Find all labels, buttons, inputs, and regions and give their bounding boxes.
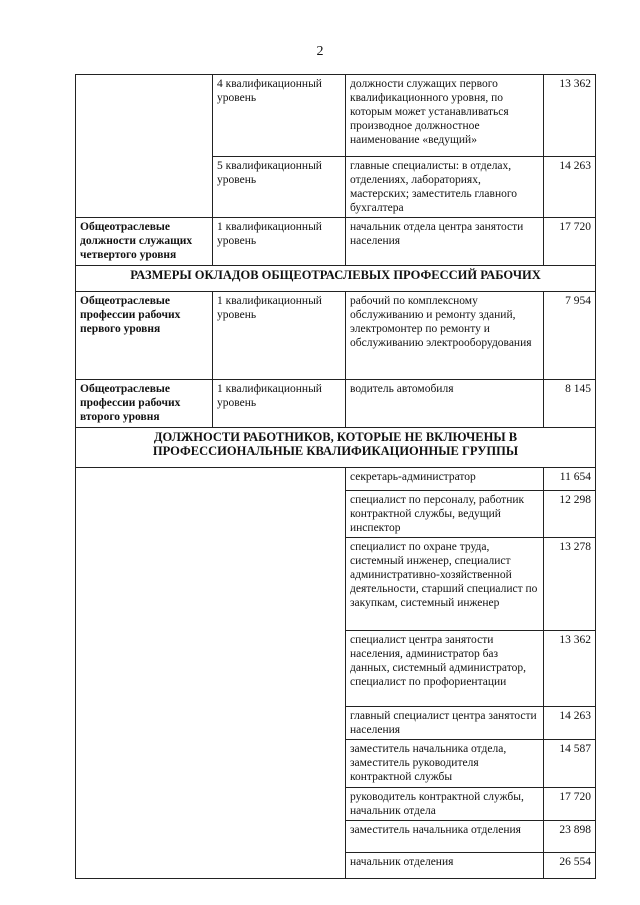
salary-table bbox=[75, 74, 596, 879]
level-cell: 5 квалификационный уровень bbox=[213, 157, 346, 218]
salary-cell: 14 587 bbox=[544, 740, 596, 788]
empty-merged-cell bbox=[76, 468, 346, 879]
salary-cell: 14 263 bbox=[544, 157, 596, 218]
level-cell: 1 квалификационный уровень bbox=[213, 218, 346, 266]
salary-cell: 8 145 bbox=[544, 380, 596, 428]
position-cell: секретарь-администратор bbox=[346, 468, 544, 491]
position-cell: начальник отделения bbox=[346, 853, 544, 879]
salary-cell: 14 263 bbox=[544, 707, 596, 740]
position-cell: водитель автомобиля bbox=[346, 380, 544, 428]
salary-cell: 13 362 bbox=[544, 631, 596, 707]
table-row bbox=[76, 468, 596, 491]
salary-cell: 13 362 bbox=[544, 75, 596, 157]
level-cell: 1 квалификационный уровень bbox=[213, 380, 346, 428]
position-cell: специалист центра занятости населения, администратор баз данных, системный администратор, специалист по профориентации bbox=[346, 631, 544, 707]
position-cell: должности служащих первого квалификационного уровня, по которым может устанавливаться производное должностное наименование «ведущий» bbox=[346, 75, 544, 157]
section-header: РАЗМЕРЫ ОКЛАДОВ ОБЩЕОТРАСЛЕВЫХ ПРОФЕССИЙ РАБОЧИХ bbox=[76, 266, 596, 292]
position-cell: главные специалисты: в отделах, отделениях, лабораториях, мастерских; заместитель главного бухгалтера bbox=[346, 157, 544, 218]
section-header-row bbox=[76, 266, 596, 292]
salary-cell: 12 298 bbox=[544, 491, 596, 538]
level-cell: 1 квалификационный уровень bbox=[213, 292, 346, 380]
group-cell-empty bbox=[76, 157, 213, 218]
salary-cell: 11 654 bbox=[544, 468, 596, 491]
table-row bbox=[76, 218, 596, 266]
group-cell: Общеотраслевые профессии рабочих первого уровня bbox=[76, 292, 213, 380]
salary-cell: 26 554 bbox=[544, 853, 596, 879]
position-cell: начальник отдела центра занятости населения bbox=[346, 218, 544, 266]
page-number: 2 bbox=[316, 44, 324, 59]
table-row bbox=[76, 157, 596, 218]
group-cell: Общеотраслевые должности служащих четвертого уровня bbox=[76, 218, 213, 266]
table-row bbox=[76, 75, 596, 157]
level-cell: 4 квалификационный уровень bbox=[213, 75, 346, 157]
position-cell: заместитель начальника отделения bbox=[346, 821, 544, 853]
table-row bbox=[76, 292, 596, 380]
position-cell: заместитель начальника отдела, заместитель руководителя контрактной службы bbox=[346, 740, 544, 788]
salary-cell: 13 278 bbox=[544, 538, 596, 631]
position-cell: специалист по персоналу, работник контрактной службы, ведущий инспектор bbox=[346, 491, 544, 538]
salary-cell: 7 954 bbox=[544, 292, 596, 380]
group-cell-empty bbox=[76, 75, 213, 157]
section-header-row bbox=[76, 428, 596, 468]
position-cell: главный специалист центра занятости населения bbox=[346, 707, 544, 740]
position-cell: руководитель контрактной службы, начальник отдела bbox=[346, 788, 544, 821]
group-cell: Общеотраслевые профессии рабочих второго уровня bbox=[76, 380, 213, 428]
table-row bbox=[76, 380, 596, 428]
position-cell: рабочий по комплексному обслуживанию и ремонту зданий, электромонтер по ремонту и обслуживанию электрооборудования bbox=[346, 292, 544, 380]
position-cell: специалист по охране труда, системный инженер, специалист административно-хозяйственной деятельности, старший специалист по закупкам, системный инженер bbox=[346, 538, 544, 631]
salary-cell: 23 898 bbox=[544, 821, 596, 853]
salary-cell: 17 720 bbox=[544, 218, 596, 266]
section-header: ДОЛЖНОСТИ РАБОТНИКОВ, КОТОРЫЕ НЕ ВКЛЮЧЕНЫ В ПРОФЕССИОНАЛЬНЫЕ КВАЛИФИКАЦИОННЫЕ ГРУППЫ bbox=[76, 428, 596, 468]
salary-cell: 17 720 bbox=[544, 788, 596, 821]
